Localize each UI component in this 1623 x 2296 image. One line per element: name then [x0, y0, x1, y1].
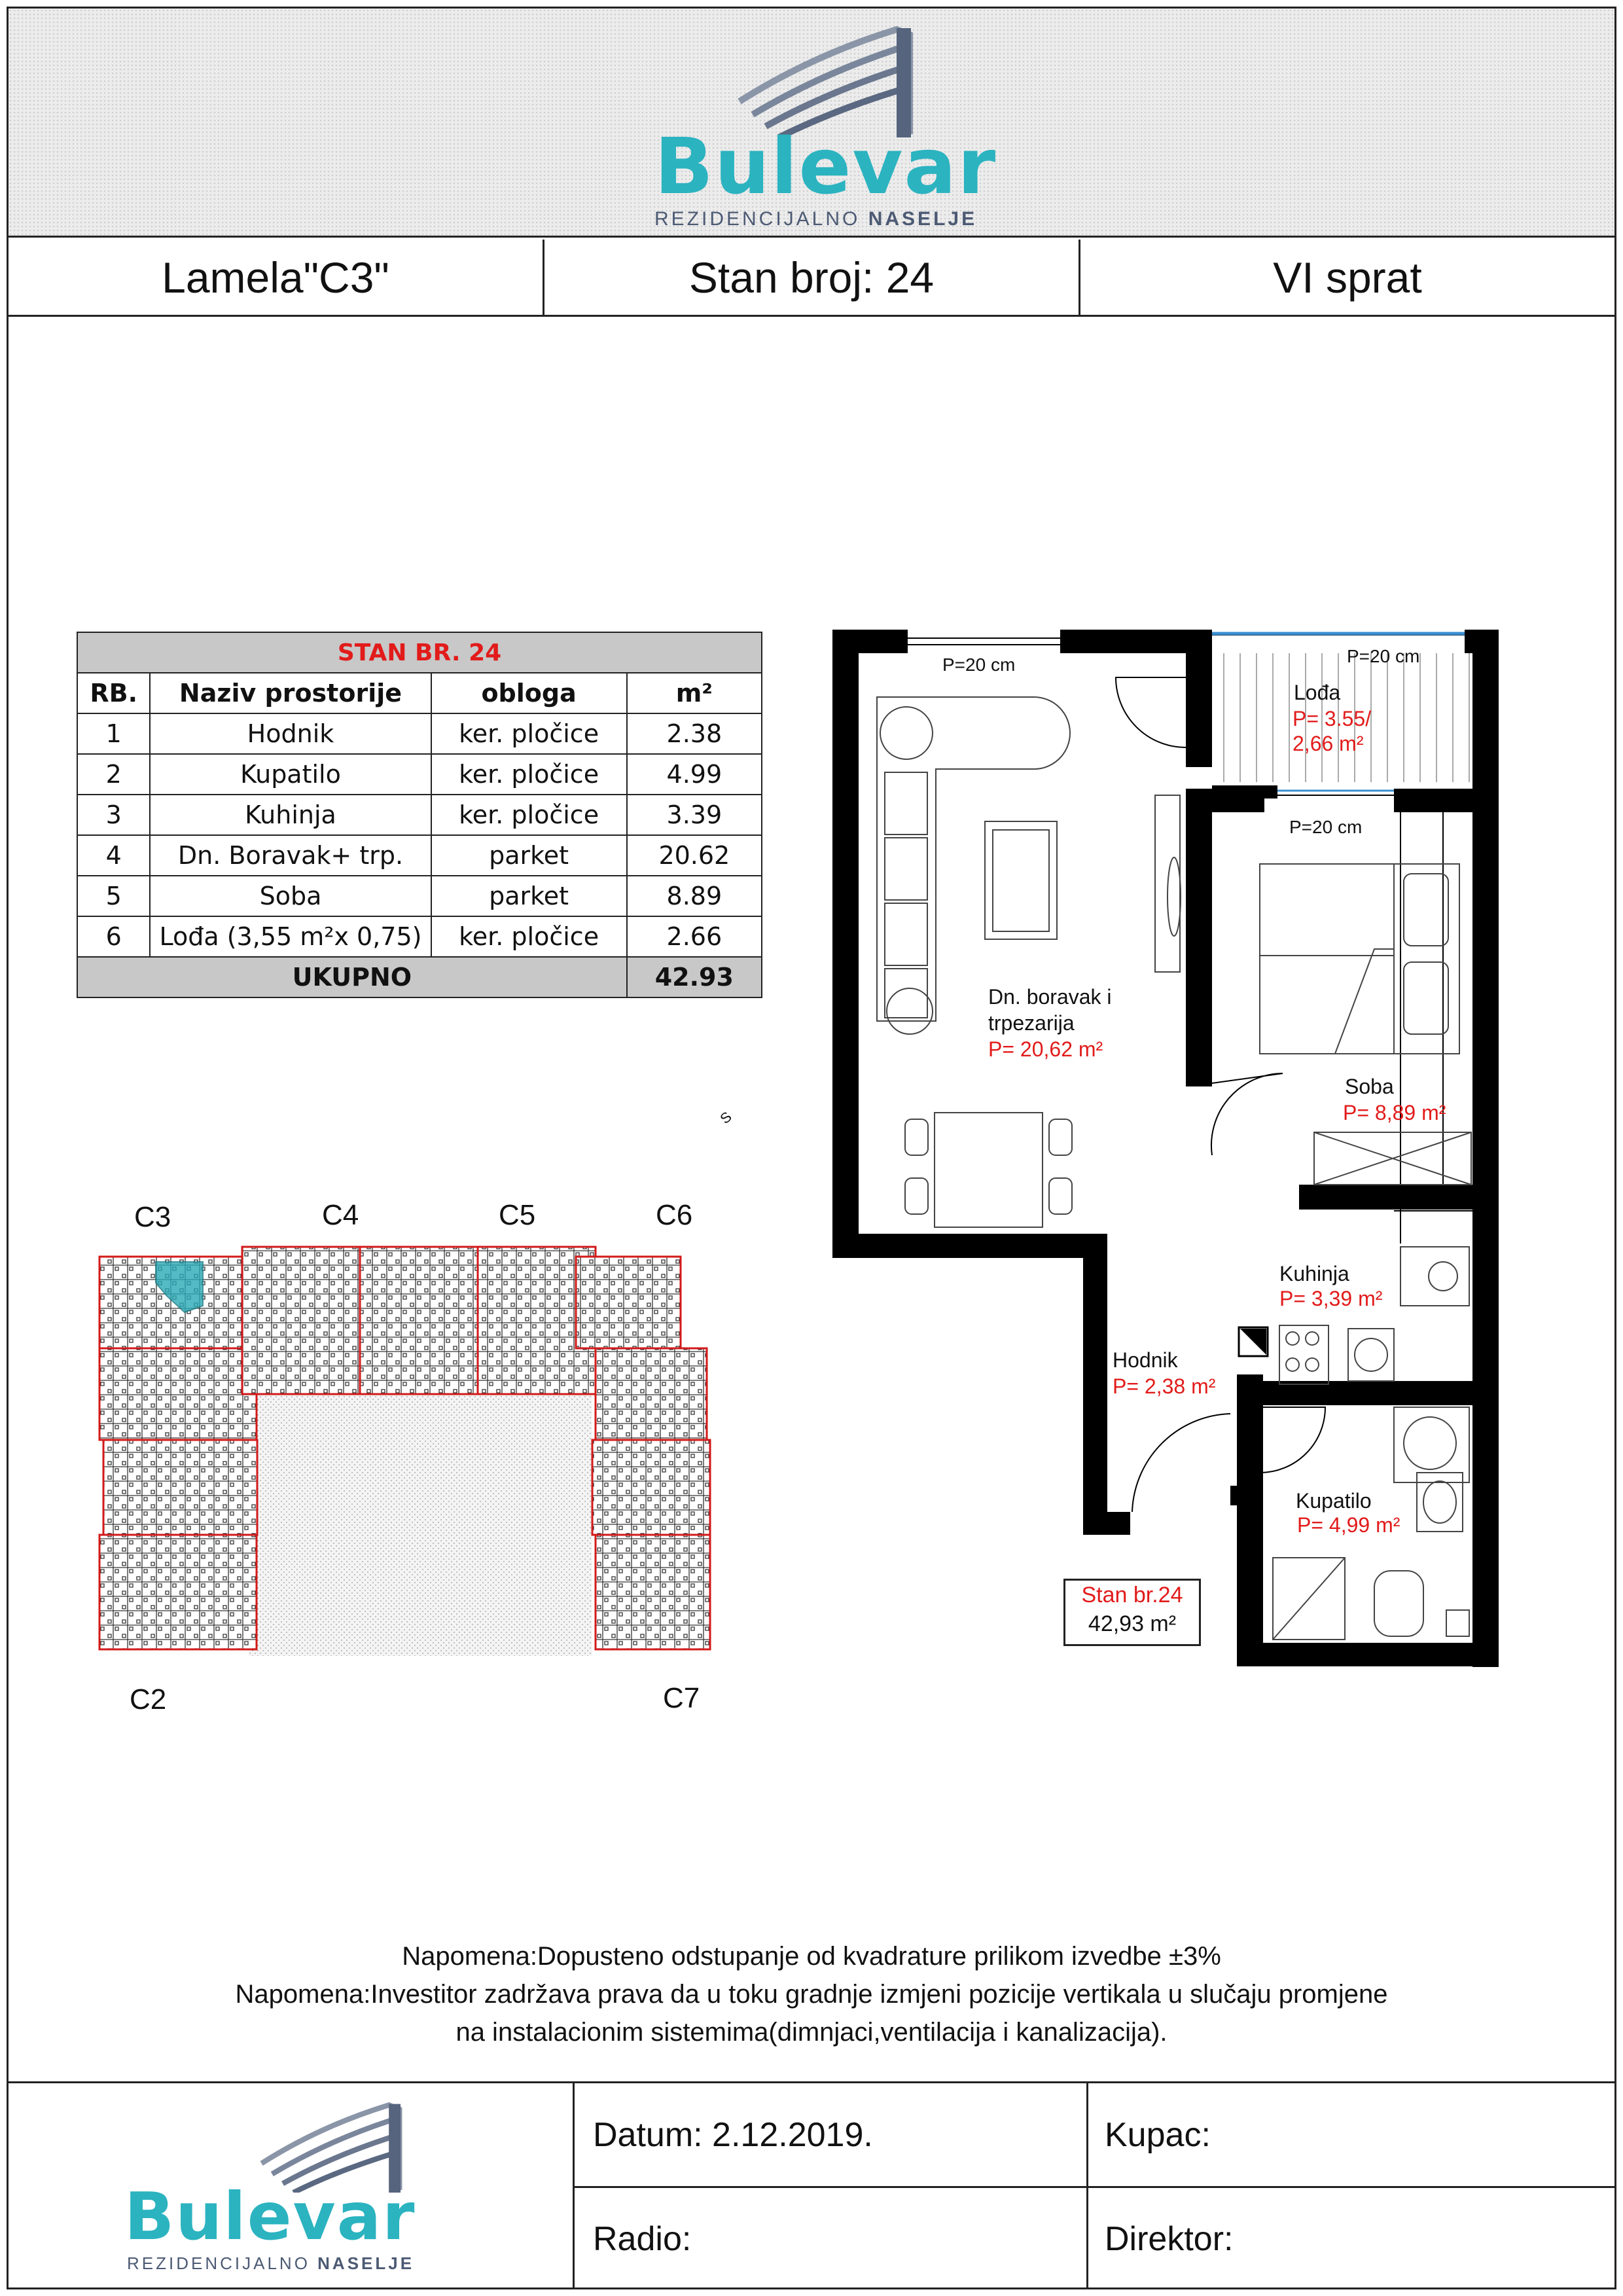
cell-rb: 3 [77, 795, 150, 835]
soba-name: Soba [1345, 1075, 1394, 1098]
title-row [9, 240, 1614, 317]
kupatilo-area: P= 4,99 m² [1297, 1513, 1400, 1537]
stan-box-area: 42,93 m² [1088, 1611, 1177, 1636]
cell-rb: 2 [77, 754, 150, 795]
cell-rb: 1 [77, 713, 150, 754]
wing-label-c4: C4 [322, 1199, 359, 1231]
hodnik-name: Hodnik [1113, 1348, 1178, 1372]
stan-number-label: Stan broj: 24 [543, 240, 1079, 315]
cell-rb: 5 [77, 876, 150, 916]
cell-m2: 20.62 [627, 835, 762, 876]
wing-label-c5: C5 [499, 1199, 536, 1231]
loggia-area-reduced: 2,66 m² [1293, 732, 1364, 755]
col-header-m2: m² [627, 673, 762, 713]
header-logo [641, 16, 1008, 232]
loggia-name: Lođa [1294, 681, 1341, 704]
radio-field: Radio: [593, 2219, 692, 2258]
table-row [77, 916, 762, 957]
footer-logo [124, 2094, 452, 2284]
col-header-rb: RB. [77, 673, 150, 713]
hodnik-area: P= 2,38 m² [1113, 1374, 1216, 1398]
kuhinja-area: P= 3,39 m² [1279, 1287, 1383, 1310]
wing-label-c2: C2 [130, 1683, 167, 1715]
note-line: Napomena:Investitor zadržava prava da u toku gradnje izmjeni pozicije vertikala u slučaju promjene [235, 1980, 1388, 2009]
wing-label-c7: C7 [663, 1682, 700, 1714]
soba-area: P= 8,89 m² [1343, 1101, 1446, 1124]
living-name: Dn. boravak i [988, 985, 1112, 1009]
brand-tagline: REZIDENCIJALNO NASELJE [127, 2253, 415, 2273]
cell-obloga: ker. pločice [431, 713, 627, 754]
lamela-label: Lamela"C3" [162, 253, 389, 302]
table-row [77, 876, 762, 916]
cell-rb: 6 [77, 916, 150, 957]
table-total-row [77, 957, 762, 997]
window-label-loggia: P=20 cm [1347, 646, 1420, 666]
floor-label: VI sprat [1079, 240, 1614, 315]
site-plan [92, 1244, 746, 1662]
window-label-living: P=20 cm [942, 655, 1016, 675]
cell-name: Dn. Boravak+ trp. [150, 835, 431, 876]
col-header-name: Naziv prostorije [150, 673, 431, 713]
brand-wordmark: Bulevar [124, 2178, 416, 2255]
cell-name: Kupatilo [150, 754, 431, 795]
cell-m2: 2.38 [627, 713, 762, 754]
kupac-field: Kupac: [1105, 2115, 1211, 2154]
brand-wordmark: Bulevar [654, 121, 997, 211]
kuhinja-name: Kuhinja [1279, 1262, 1349, 1285]
kupatilo-name: Kupatilo [1296, 1489, 1372, 1513]
col-header-obloga: obloga [431, 673, 627, 713]
wing-label-c3: C3 [134, 1201, 171, 1233]
notes [9, 1937, 1614, 2051]
cell-m2: 8.89 [627, 876, 762, 916]
datum-field: Datum: 2.12.2019. [593, 2115, 873, 2154]
room-table [77, 632, 762, 998]
table-caption: STAN BR. 24 [77, 632, 762, 673]
table-row [77, 795, 762, 835]
cell-m2: 4.99 [627, 754, 762, 795]
cell-obloga: ker. pločice [431, 795, 627, 835]
cell-obloga: ker. pločice [431, 916, 627, 957]
loggia-area: P= 3.55/ [1293, 707, 1372, 730]
cell-name: Hodnik [150, 713, 431, 754]
note-line: Napomena:Dopusteno odstupanje od kvadrature prilikom izvedbe ±3% [402, 1942, 1221, 1971]
total-label: UKUPNO [77, 957, 627, 997]
stan-box-label: Stan br.24 [1081, 1583, 1183, 1607]
cell-obloga: ker. pločice [431, 754, 627, 795]
table-row [77, 713, 762, 754]
living-name-2: trpezarija [988, 1011, 1075, 1035]
cell-obloga: parket [431, 835, 627, 876]
compass-letter: S [717, 1108, 735, 1127]
direktor-field: Direktor: [1105, 2219, 1234, 2258]
note-line: na instalacionim sistemima(dimnjaci,ventilacija i kanalizacija). [455, 2018, 1168, 2047]
wing-label-c6: C6 [656, 1199, 693, 1231]
brand-tagline: REZIDENCIJALNO NASELJE [654, 208, 978, 230]
cell-name: Lođa (3,55 m²x 0,75) [150, 916, 431, 957]
cell-name: Soba [150, 876, 431, 916]
cell-m2: 3.39 [627, 795, 762, 835]
cell-m2: 2.66 [627, 916, 762, 957]
table-row [77, 754, 762, 795]
cell-rb: 4 [77, 835, 150, 876]
cell-obloga: parket [431, 876, 627, 916]
window-label-soba: P=20 cm [1289, 817, 1363, 837]
apartment-summary-box [1063, 1579, 1201, 1646]
total-value: 42.93 [627, 957, 762, 997]
table-row [77, 835, 762, 876]
building-logo-icon [733, 16, 916, 137]
living-area: P= 20,62 m² [988, 1037, 1103, 1061]
cell-name: Kuhinja [150, 795, 431, 835]
